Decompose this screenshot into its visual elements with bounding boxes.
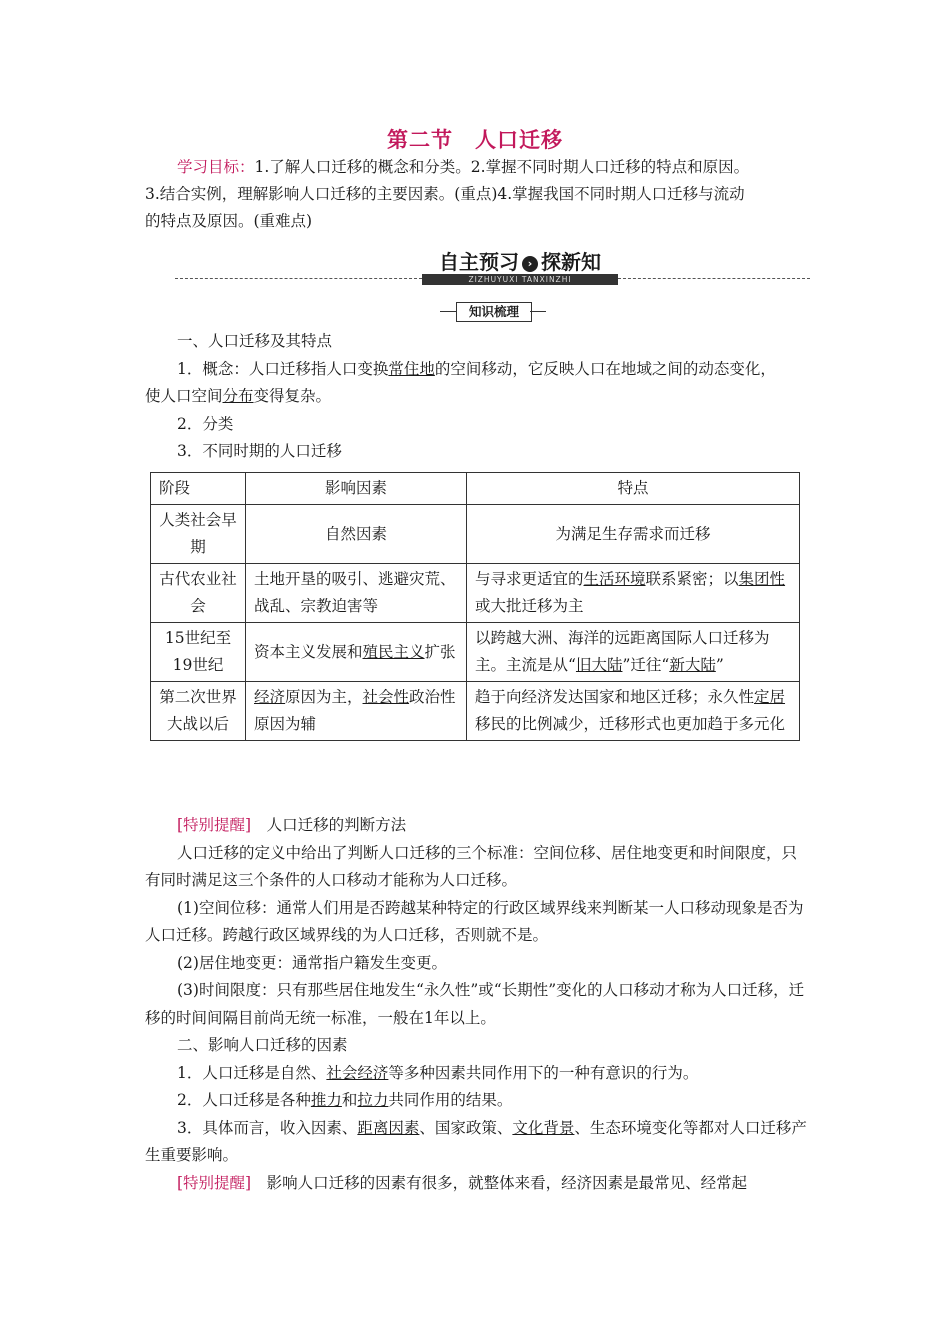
tip-label: [特别提醒] — [177, 816, 252, 834]
table-row — [151, 682, 800, 741]
page-title: 第二节 人口迁移 — [387, 128, 563, 152]
table-header: 阶段 — [151, 473, 246, 505]
tip-paragraph: 人口迁移的定义中给出了判断人口迁移的三个标准：空间位移、居住地变更和时间限度，只有同时满足这三个条件的人口移动才能称为人口迁移。 — [145, 843, 798, 889]
text: 与寻求更适宜的 — [475, 570, 584, 588]
table-cell: 土地开垦的吸引、逃避灾荒、战乱、宗教迫害等 — [246, 564, 467, 623]
tip-paragraph: (2)居住地变更：通常指户籍发生变更。 — [177, 953, 447, 972]
banner-subtitle: ZIZHUYUXI TANXINZHI — [422, 274, 618, 285]
text: 或大批迁移为主 — [475, 597, 584, 615]
text: ”迁往“ — [622, 656, 670, 674]
text: 3．具体而言，收入因素、 — [177, 1118, 358, 1137]
table-row — [151, 564, 800, 623]
table-header: 影响因素 — [246, 473, 467, 505]
text: 移民的比例减少，迁移形式也更加趋于多元化 — [475, 715, 786, 733]
text: ” — [715, 656, 724, 674]
text: 扩张 — [424, 642, 456, 661]
blank-answer: 生活环境 — [583, 570, 646, 588]
tip-paragraph: (1)空间位移：通常人们用是否跨越某种特定的行政区域界线来判断某一人口移动现象是否为人口迁移。跨越行政区域界线的为人口迁移，否则就不是。 — [145, 898, 804, 944]
tip-title: 人口迁移的判断方法 — [266, 816, 407, 834]
text: 资本主义发展和 — [254, 642, 363, 661]
section-2-heading: 二、影响人口迁移的因素 — [177, 1036, 348, 1054]
blank-answer: 推力 — [310, 1091, 342, 1109]
periods-item: 3．不同时期的人口迁移 — [177, 442, 342, 460]
text: 以跨越大洲、海洋的远距离国际人口迁移为主。主流是从“ — [475, 629, 770, 674]
text: 联系紧密；以 — [645, 570, 739, 588]
text: 变得复杂。 — [253, 387, 332, 405]
text: 原因为主， — [285, 688, 363, 706]
section-1 — [145, 328, 810, 466]
migration-periods-table — [150, 472, 800, 741]
text: 政治性原因为辅 — [254, 688, 456, 733]
blank-answer: 社会经济 — [326, 1063, 389, 1082]
table-header: 特点 — [467, 473, 800, 505]
blank-answer: 社会性 — [362, 688, 410, 706]
text: 、生态环境变化等都对人口迁移产生重要影响。 — [145, 1118, 807, 1164]
tip-paragraph: 影响人口迁移的因素有很多，就整体来看，经济因素是最常见、经常起 — [266, 1173, 748, 1192]
table-cell — [246, 682, 467, 741]
blank-answer: 集团性 — [738, 570, 786, 588]
text: 使人口空间 — [145, 387, 223, 405]
banner-title-b: 探新知 — [541, 250, 601, 274]
table-row — [151, 623, 800, 682]
table-cell: 15世纪至19世纪 — [151, 623, 246, 682]
table-cell — [467, 623, 800, 682]
blank-answer: 拉力 — [357, 1091, 389, 1109]
text: 2．人口迁移是各种 — [177, 1091, 311, 1109]
table-cell: 自然因素 — [246, 505, 467, 564]
table-cell — [467, 682, 800, 741]
blank-answer: 旧大陆 — [575, 656, 623, 674]
banner-title-a: 自主预习 — [439, 250, 519, 274]
table-row — [151, 505, 800, 564]
table-cell: 为满足生存需求而迁移 — [467, 505, 800, 564]
blank-answer: 定居 — [754, 688, 786, 706]
blank-answer: 常住地 — [388, 359, 435, 378]
text: 1．人口迁移是自然、 — [177, 1063, 327, 1082]
text: 等多种因素共同作用下的一种有意识的行为。 — [388, 1063, 699, 1082]
blank-answer: 分布 — [222, 387, 254, 405]
section-banner — [145, 244, 810, 288]
objectives-text-2: 3.结合实例，理解影响人口迁移的主要因素。(重点)4.掌握我国不同时期人口迁移与流动 — [145, 185, 745, 203]
objectives-label: 学习目标： — [177, 158, 255, 176]
banner-divider-right — [618, 278, 810, 279]
table-cell — [467, 564, 800, 623]
tag-line-right — [530, 311, 546, 312]
text: 、国家政策、 — [419, 1118, 513, 1137]
table-cell: 第二次世界大战以后 — [151, 682, 246, 741]
blank-answer: 新大陆 — [669, 656, 716, 674]
chevron-right-icon: › — [522, 256, 538, 272]
blank-answer: 殖民主义 — [362, 642, 425, 661]
blank-answer: 距离因素 — [357, 1118, 420, 1137]
text: 的空间移动，它反映人口在地域之间的动态变化， — [434, 359, 776, 378]
table-cell — [246, 623, 467, 682]
section-tag — [440, 302, 546, 322]
body-continued — [145, 812, 810, 1197]
section-tag-label: 知识梳理 — [456, 302, 532, 322]
blank-answer: 经济 — [254, 688, 286, 706]
classification-item: 2．分类 — [177, 414, 234, 433]
section-1-heading: 一、人口迁移及其特点 — [177, 332, 333, 350]
objectives-text-3: 的特点及原因。(重难点) — [145, 212, 313, 230]
text: 共同作用的结果。 — [388, 1091, 513, 1109]
table-cell: 人类社会早期 — [151, 505, 246, 564]
table-cell: 古代农业社会 — [151, 564, 246, 623]
objectives-text-1: 1.了解人口迁移的概念和分类。2.掌握不同时期人口迁移的特点和原因。 — [254, 158, 750, 176]
banner-title — [422, 246, 618, 274]
text: 和 — [341, 1091, 358, 1109]
blank-answer: 文化背景 — [512, 1118, 575, 1137]
text: 趋于向经济发达国家和地区迁移；永久性 — [475, 688, 755, 706]
tip-label: [特别提醒] — [177, 1173, 252, 1192]
banner-divider-left — [175, 278, 422, 279]
learning-objectives — [145, 154, 810, 235]
text: 1．概念：人口迁移指人口变换 — [177, 359, 389, 378]
table-header-row — [151, 473, 800, 505]
tag-line-left — [440, 311, 456, 312]
tip-paragraph: (3)时间限度：只有那些居住地发生“永久性”或“长期性”变化的人口移动才称为人口迁移，迁移的时间间隔目前尚无统一标准，一般在1年以上。 — [145, 981, 805, 1027]
